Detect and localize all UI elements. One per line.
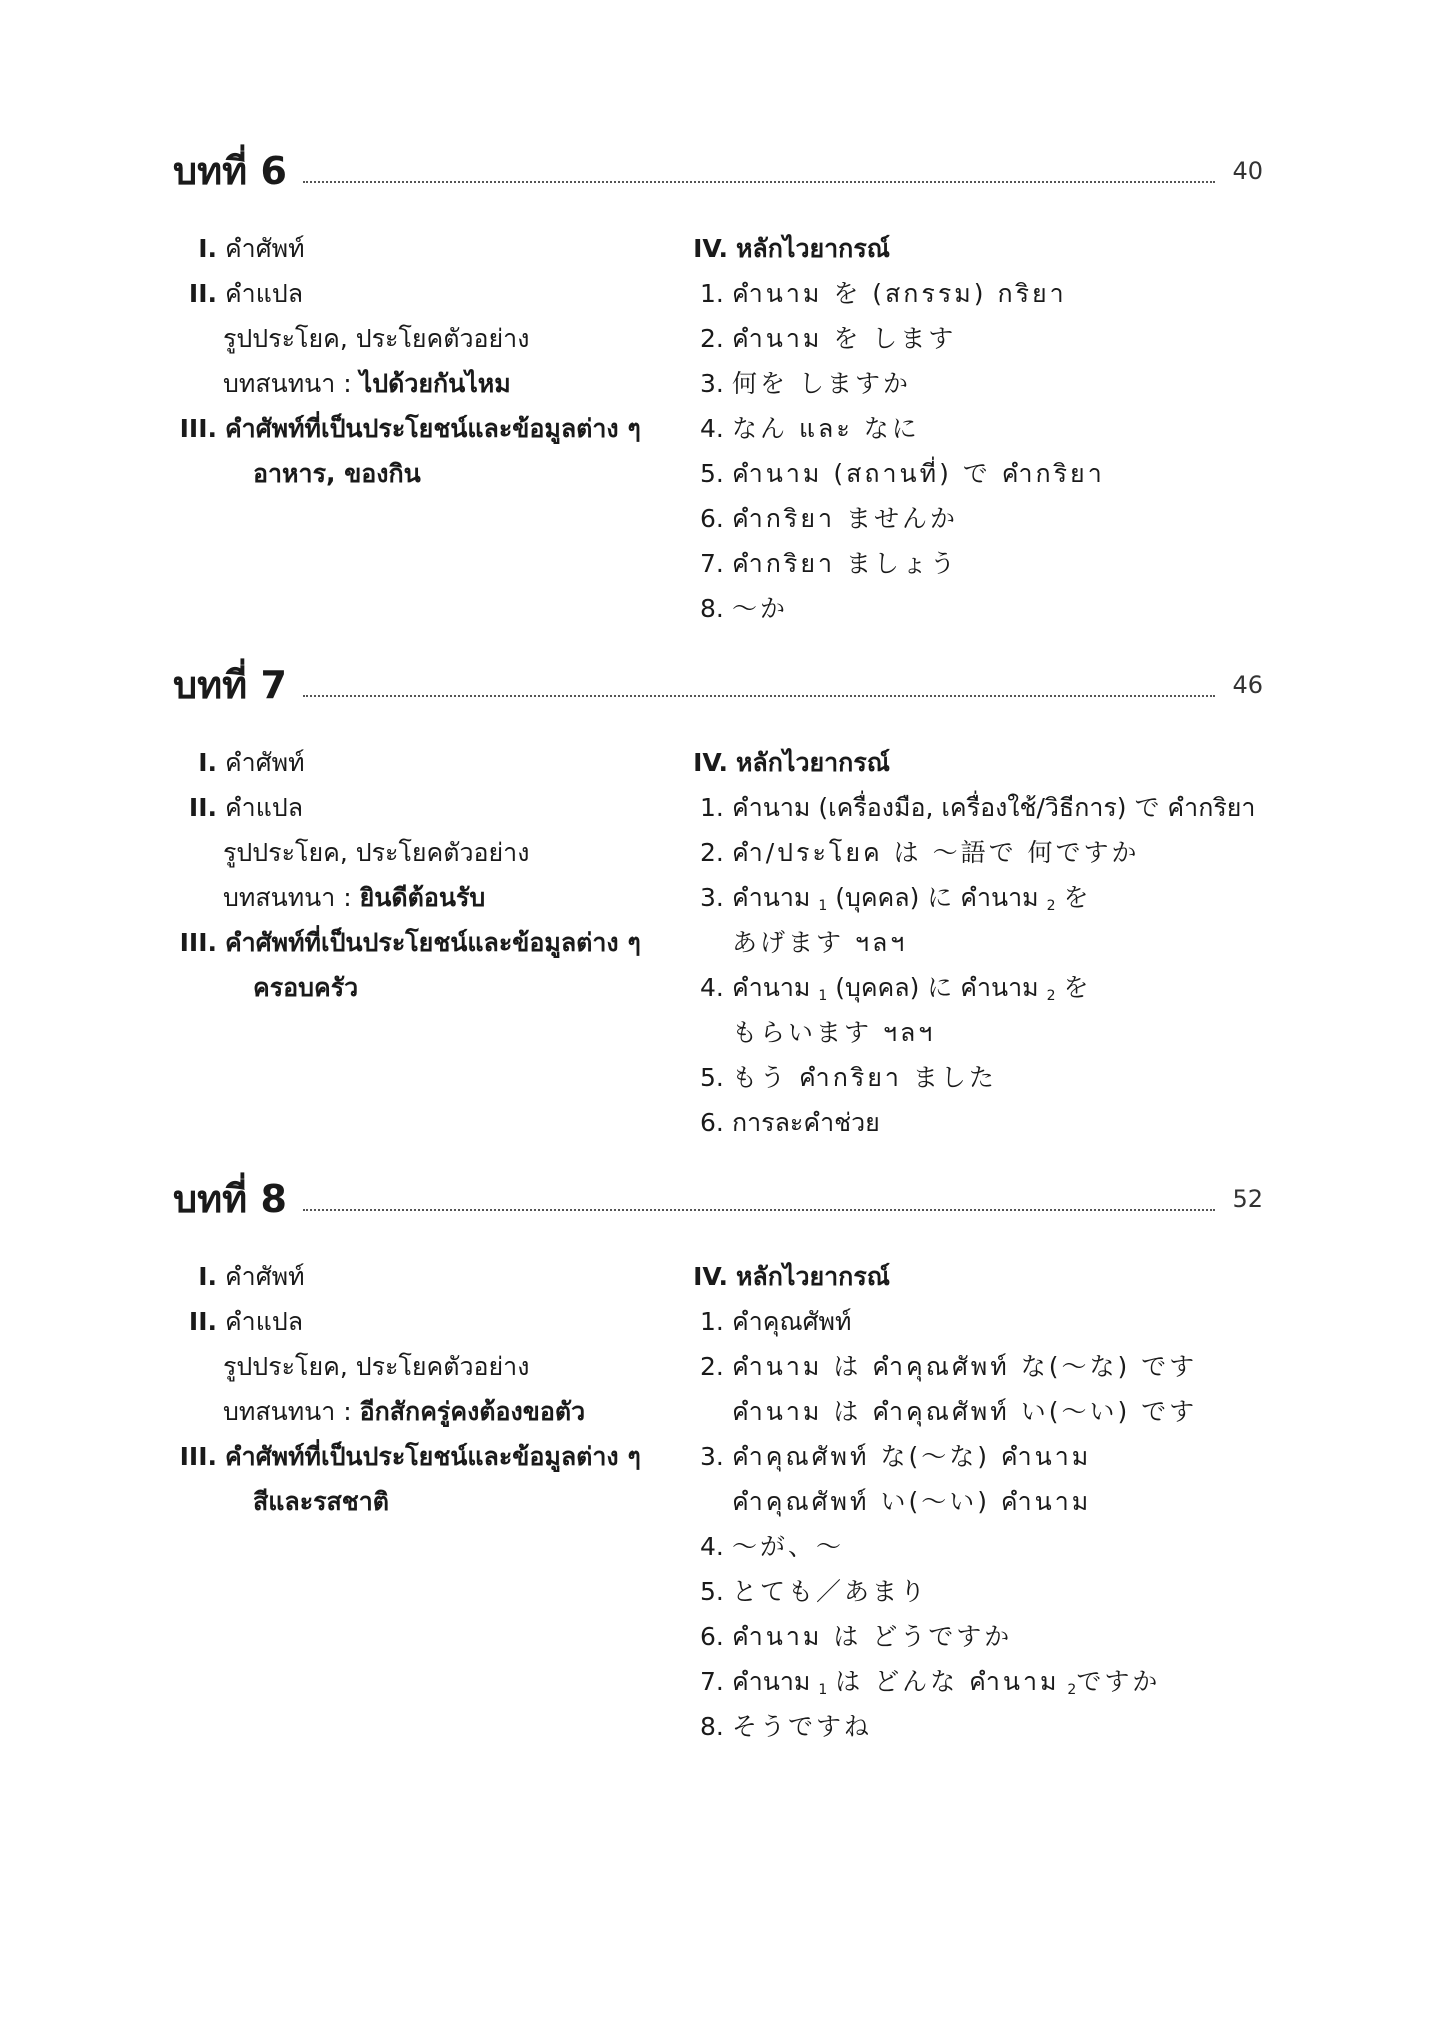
grammar-item [680, 586, 1240, 631]
item-number: 4. [700, 1532, 724, 1561]
item-text: そうですね [732, 1712, 873, 1741]
useful-info-label: คำศัพท์ที่เป็นประโยชน์และข้อมูลต่าง ๆ [224, 1442, 641, 1471]
grammar-item [680, 1100, 1240, 1145]
subscript: 2 [1067, 1682, 1077, 1698]
sentences-entry: รูปประโยค, ประโยคตัวอย่าง [223, 838, 530, 867]
item-number: 8. [700, 1712, 724, 1741]
item-text: คำคุณศัพท์ [732, 1307, 852, 1336]
grammar-item [680, 406, 1240, 451]
item-text: คำนาม [732, 1667, 811, 1696]
dialog-entry [173, 1389, 673, 1434]
left-column [173, 226, 673, 496]
item-number: 2. [700, 324, 724, 353]
item-number: 7. [700, 1667, 724, 1696]
roman-numeral: I. [198, 1262, 217, 1291]
item-text: なん และ なに [732, 414, 920, 443]
translation-label: คำแปล [224, 793, 304, 822]
vocab-label: คำศัพท์ [224, 234, 305, 263]
roman-numeral: III. [179, 1442, 217, 1471]
item-number: 4. [700, 414, 724, 443]
page-number: 46 [1232, 671, 1263, 699]
item-text: は どんな คำนาม [835, 1667, 1060, 1696]
item-number: 3. [700, 369, 724, 398]
item-text: คำคุณศัพท์ な(～な) คำนาม [732, 1442, 1092, 1471]
grammar-item [680, 1344, 1240, 1389]
dialog-title: ยินดีต้อนรับ [359, 883, 486, 912]
lesson-8-section [173, 1168, 1263, 1741]
useful-info-label: คำศัพท์ที่เป็นประโยชน์และข้อมูลต่าง ๆ [224, 928, 641, 957]
lesson-header [173, 654, 1263, 716]
grammar-item-continuation: あげます ฯลฯ [732, 928, 908, 957]
item-number: 1. [700, 793, 724, 822]
item-text: คำนาม [732, 973, 811, 1002]
translation-entry [173, 785, 673, 830]
left-column [173, 740, 673, 1010]
left-column [173, 1254, 673, 1524]
item-number: 4. [700, 973, 724, 1002]
item-text: を [1063, 973, 1089, 1002]
right-column [680, 1254, 1240, 1749]
item-text: (บุคคล) に คำนาม [835, 883, 1039, 912]
lesson-title: บทที่ 8 [173, 1177, 287, 1221]
item-text: คำ/ประโยค は ～語で 何ですか [732, 838, 1140, 867]
roman-numeral: I. [198, 234, 217, 263]
lesson-6-section [173, 140, 1263, 623]
subscript: 2 [1046, 898, 1056, 914]
roman-numeral: I. [198, 748, 217, 777]
lesson-header [173, 140, 1263, 202]
grammar-item [680, 316, 1240, 361]
useful-info-entry [173, 920, 673, 965]
item-text: คำนาม を します [732, 324, 957, 353]
item-text: (บุคคล) に คำนาม [835, 973, 1039, 1002]
grammar-item [680, 1299, 1240, 1344]
item-number: 2. [700, 838, 724, 867]
subscript: 1 [818, 898, 828, 914]
item-text: 何を しますか [732, 369, 911, 398]
item-text: คำนาม は どうですか [732, 1622, 1013, 1651]
item-number: 2. [700, 1352, 724, 1381]
sentences-entry: รูปประโยค, ประโยคตัวอย่าง [223, 1352, 530, 1381]
grammar-item [680, 1524, 1240, 1569]
page-number: 52 [1232, 1185, 1263, 1213]
grammar-item [680, 1569, 1240, 1614]
grammar-item [680, 541, 1240, 586]
grammar-item [680, 361, 1240, 406]
roman-numeral: IV. [693, 748, 728, 777]
item-text: とても／あまり [732, 1577, 929, 1606]
lesson-header [173, 1168, 1263, 1230]
item-number: 3. [700, 883, 724, 912]
item-number: 6. [700, 1108, 724, 1137]
dotted-leader [303, 1209, 1215, 1211]
grammar-label: หลักไวยากรณ์ [735, 1262, 890, 1291]
item-number: 1. [700, 1307, 724, 1336]
vocab-entry [173, 226, 673, 271]
dialog-entry [173, 875, 673, 920]
item-number: 7. [700, 549, 724, 578]
dialog-title: ไปด้วยกันไหม [359, 369, 511, 398]
grammar-item [680, 1055, 1240, 1100]
grammar-item-continuation: もらいます ฯลฯ [732, 1018, 936, 1047]
translation-label: คำแปล [224, 1307, 304, 1336]
useful-info-entry [173, 1434, 673, 1479]
dotted-leader [303, 695, 1215, 697]
item-number: 6. [700, 1622, 724, 1651]
topic-entry: สีและรสชาติ [253, 1487, 390, 1516]
vocab-entry [173, 1254, 673, 1299]
translation-label: คำแปล [224, 279, 304, 308]
grammar-item [680, 496, 1240, 541]
grammar-label: หลักไวยากรณ์ [735, 748, 890, 777]
item-text: คำนาม (เครื่องมือ, เครื่องใช้/วิธีการ) で คำกริยา [732, 793, 1256, 822]
grammar-item [680, 785, 1256, 830]
roman-numeral: II. [188, 279, 217, 308]
grammar-item [680, 1614, 1240, 1659]
item-text: คำนาม を (สกรรม) กริยา [732, 279, 1067, 308]
item-number: 5. [700, 459, 724, 488]
item-text: คำกริยา ませんか [732, 504, 958, 533]
item-text: คำนาม は คำคุณศัพท์ な(～な) です [732, 1352, 1198, 1381]
lesson-7-section [173, 654, 1263, 1137]
right-column [680, 740, 1256, 1145]
dialog-label: บทสนทนา : [223, 883, 352, 912]
sentences-entry: รูปประโยค, ประโยคตัวอย่าง [223, 324, 530, 353]
grammar-item-continuation: คำคุณศัพท์ い(～い) คำนาม [732, 1487, 1092, 1516]
topic-entry: ครอบครัว [253, 973, 359, 1002]
item-text: ～が、～ [732, 1532, 845, 1561]
translation-entry [173, 271, 673, 316]
grammar-heading [680, 740, 1240, 785]
roman-numeral: IV. [693, 1262, 728, 1291]
grammar-item [680, 1434, 1240, 1479]
item-number: 1. [700, 279, 724, 308]
right-column [680, 226, 1240, 631]
grammar-item [680, 965, 1240, 1010]
grammar-item [680, 271, 1240, 316]
item-text: もう คำกริยา ました [732, 1063, 997, 1092]
translation-entry [173, 1299, 673, 1344]
item-number: 3. [700, 1442, 724, 1471]
dialog-entry [173, 361, 673, 406]
topic-entry: อาหาร, ของกิน [253, 459, 421, 488]
item-text: คำนาม [732, 883, 811, 912]
grammar-heading [680, 1254, 1240, 1299]
grammar-item [680, 875, 1240, 920]
subscript: 1 [818, 1682, 828, 1698]
vocab-entry [173, 740, 673, 785]
grammar-item [680, 1704, 1240, 1749]
item-number: 8. [700, 594, 724, 623]
item-number: 5. [700, 1063, 724, 1092]
item-text: คำนาม (สถานที่) で คำกริยา [732, 459, 1105, 488]
item-text: ですか [1076, 1667, 1161, 1696]
grammar-item [680, 1659, 1240, 1704]
item-number: 5. [700, 1577, 724, 1606]
subscript: 2 [1046, 988, 1056, 1004]
grammar-label: หลักไวยากรณ์ [735, 234, 890, 263]
grammar-heading [680, 226, 1240, 271]
roman-numeral: IV. [693, 234, 728, 263]
lesson-title: บทที่ 6 [173, 149, 287, 193]
useful-info-entry [173, 406, 673, 451]
dialog-title: อีกสักครู่คงต้องขอตัว [359, 1397, 586, 1426]
vocab-label: คำศัพท์ [224, 1262, 305, 1291]
grammar-item-continuation: คำนาม は คำคุณศัพท์ い(～い) です [732, 1397, 1198, 1426]
dialog-label: บทสนทนา : [223, 1397, 352, 1426]
item-text: を [1063, 883, 1089, 912]
item-text: ～か [732, 594, 789, 623]
page-number: 40 [1232, 157, 1263, 185]
dotted-leader [303, 181, 1215, 183]
dialog-label: บทสนทนา : [223, 369, 352, 398]
item-number: 6. [700, 504, 724, 533]
roman-numeral: II. [188, 793, 217, 822]
vocab-label: คำศัพท์ [224, 748, 305, 777]
roman-numeral: III. [179, 414, 217, 443]
lesson-title: บทที่ 7 [173, 663, 287, 707]
subscript: 1 [818, 988, 828, 1004]
roman-numeral: II. [188, 1307, 217, 1336]
roman-numeral: III. [179, 928, 217, 957]
grammar-item [680, 451, 1240, 496]
item-text: คำกริยา ましょう [732, 549, 958, 578]
useful-info-label: คำศัพท์ที่เป็นประโยชน์และข้อมูลต่าง ๆ [224, 414, 641, 443]
item-text: การละคำช่วย [732, 1108, 880, 1137]
grammar-item [680, 830, 1240, 875]
